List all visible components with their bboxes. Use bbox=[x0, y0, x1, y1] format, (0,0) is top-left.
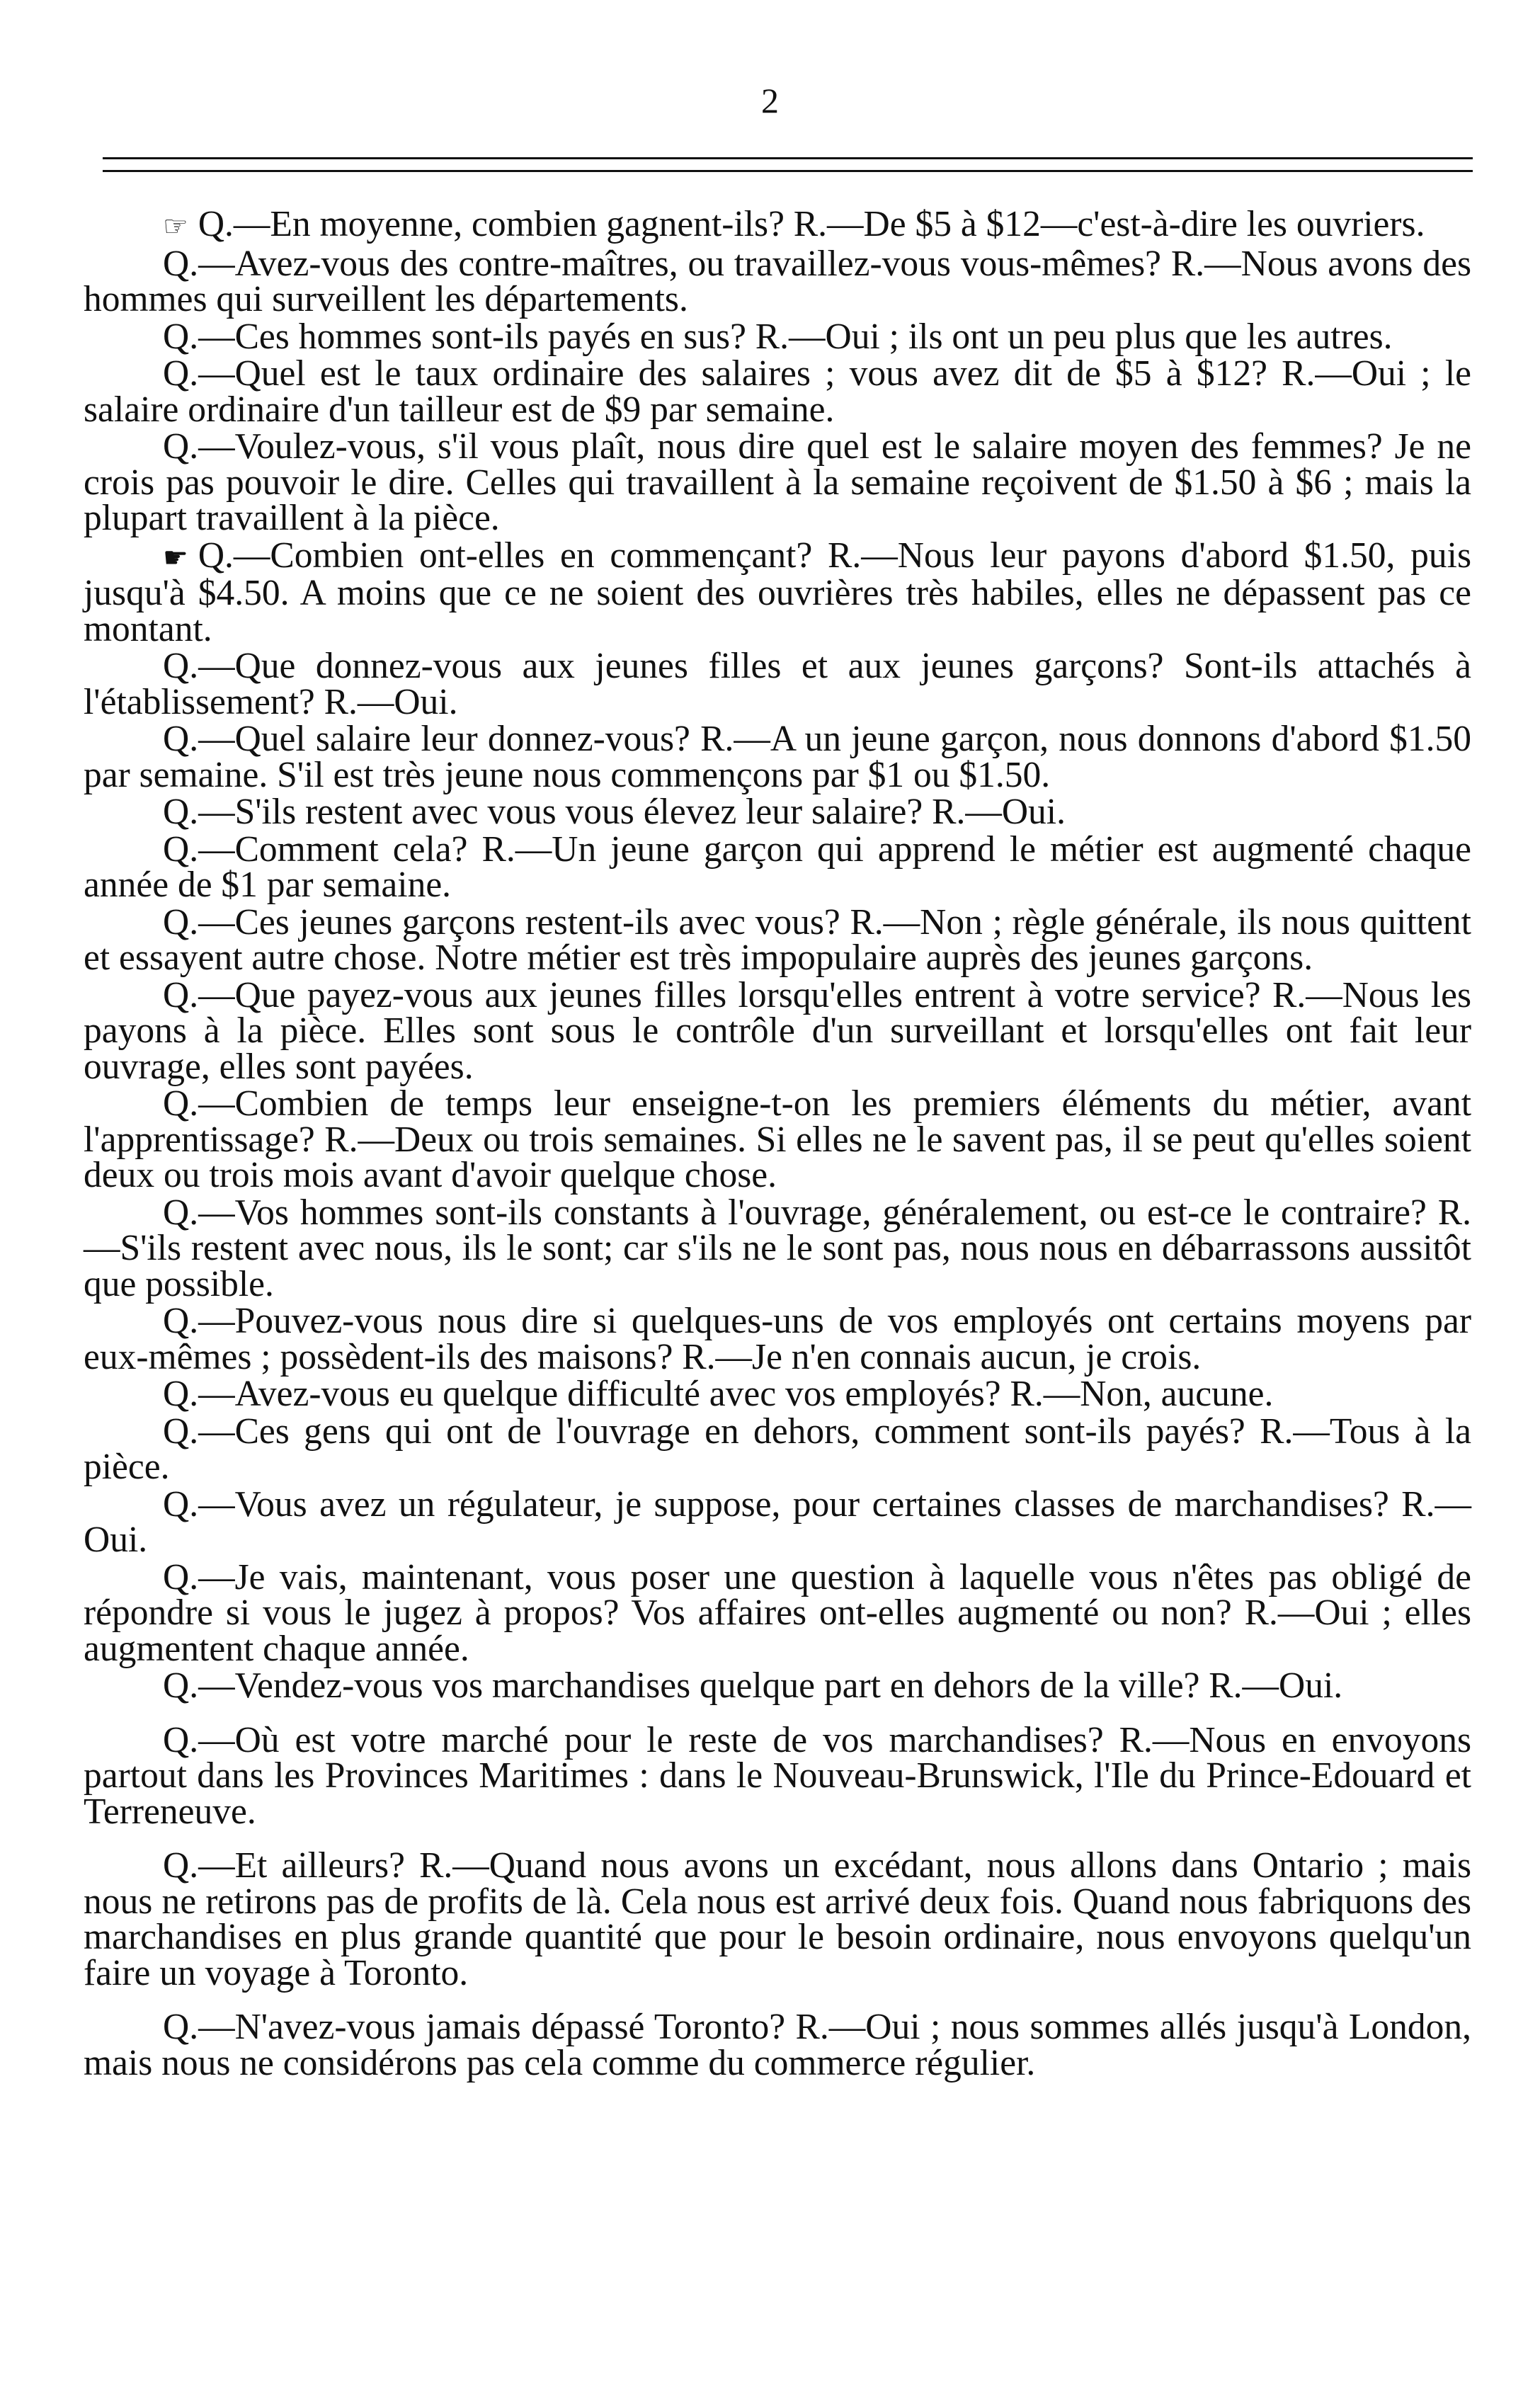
paragraph: Q.—Que donnez-vous aux jeunes filles et aux jeunes garçons? Sont-ils attachés à l'établissement? R.—Oui. bbox=[84, 646, 1471, 722]
paragraph: Q.—Ces gens qui ont de l'ouvrage en dehors, comment sont-ils payés? R.—Tous à la pièce. bbox=[84, 1411, 1471, 1487]
header-rule-bottom bbox=[103, 170, 1473, 172]
paragraph: Q.—Ces hommes sont-ils payés en sus? R.—Oui ; ils ont un peu plus que les autres. bbox=[163, 316, 1393, 357]
paragraph: Q.—S'ils restent avec vous vous élevez leur salaire? R.—Oui. bbox=[163, 792, 1066, 832]
paragraph: Q.—Où est votre marché pour le reste de vos marchandises? R.—Nous en envoyons partout dans les Provinces Maritimes : dans le Nouveau-Brunswick, l'Ile du Prince-Edouard et Terreneuve. bbox=[84, 1719, 1471, 1832]
paragraph: Q.—Quel est le taux ordinaire des salaires ; vous avez dit de $5 à $12? R.—Oui ; le salaire ordinaire d'un tailleur est de $9 par semaine. bbox=[84, 353, 1471, 430]
paragraph: Q.—Combien de temps leur enseigne-t-on les premiers éléments du métier, avant l'apprentissage? R.—Deux ou trois semaines. Si elles ne le savent pas, il se peut qu'elles soient deux ou trois mois avant d'avoir quelque chose. bbox=[84, 1083, 1471, 1195]
paragraph: Q.—Comment cela? R.—Un jeune garçon qui apprend le métier est augmenté chaque année de $1 par semaine. bbox=[84, 828, 1471, 905]
paragraph: Q.—N'avez-vous jamais dépassé Toronto? R.—Oui ; nous sommes allés jusqu'à London, mais nous ne considérons pas cela comme du commerce régulier. bbox=[84, 2007, 1471, 2083]
paragraph: Q.—Avez-vous eu quelque difficulté avec vos employés? R.—Non, aucune. bbox=[163, 1374, 1274, 1414]
paragraph: ☞ Q.—En moyenne, combien gagnent-ils? R.—De $5 à $12—c'est-à-dire les ouvriers. bbox=[163, 204, 1425, 244]
paragraph: Q.—Pouvez-vous nous dire si quelques-uns de vos employés ont certains moyens par eux-mêmes ; possèdent-ils des maisons? R.—Je n'en connais aucun, je crois. bbox=[84, 1301, 1471, 1377]
margin-mark-icon: ☞ bbox=[163, 210, 188, 242]
pointing-hand-icon: ☛ bbox=[163, 541, 188, 574]
paragraph: Q.—Et ailleurs? R.—Quand nous avons un excédant, nous allons dans Ontario ; mais nous ne retirons pas de profits de là. Cela nous est arrivé deux fois. Quand nous fabriquons des marchandises en plus grande quantité que pour le besoin ordinaire, nous envoyons quelqu'un faire un voyage à Toronto. bbox=[84, 1845, 1471, 1993]
paragraph: Q.—Vous avez un régulateur, je suppose, pour certaines classes de marchandises? R.—Oui. bbox=[84, 1483, 1471, 1560]
paragraph: Q.—Je vais, maintenant, vous poser une question à laquelle vous n'êtes pas obligé de répondre si vous le jugez à propos? Vos affaires ont-elles augmenté ou non? R.—Oui ; elles augmentent chaque année. bbox=[84, 1556, 1471, 1669]
paragraph: ☛ Q.—Combien ont-elles en commençant? R.—Nous leur payons d'abord $1.50, puis jusqu'à $4.50. A moins que ce ne soient des ouvrières très habiles, elles ne dépassent pas ce montant. bbox=[84, 535, 1471, 649]
paragraph: Q.—Vendez-vous vos marchandises quelque part en dehors de la ville? R.—Oui. bbox=[163, 1665, 1343, 1706]
body-text bbox=[84, 204, 1471, 2083]
paragraph: Q.—Voulez-vous, s'il vous plaît, nous dire quel est le salaire moyen des femmes? Je ne crois pas pouvoir le dire. Celles qui travaillent à la semaine reçoivent de $1.50 à $6 ; mais la plupart travaillent à la pièce. bbox=[84, 426, 1471, 538]
header-rule-top bbox=[103, 157, 1473, 159]
paragraph: Q.—Quel salaire leur donnez-vous? R.—A un jeune garçon, nous donnons d'abord $1.50 par semaine. S'il est très jeune nous commençons par $1 ou $1.50. bbox=[84, 719, 1471, 795]
page-number: 2 bbox=[761, 81, 779, 120]
paragraph: Q.—Avez-vous des contre-maîtres, ou travaillez-vous vous-mêmes? R.—Nous avons des hommes qui surveillent les départements. bbox=[84, 243, 1471, 319]
paragraph: Q.—Ces jeunes garçons restent-ils avec vous? R.—Non ; règle générale, ils nous quittent et essayent autre chose. Notre métier est très impopulaire auprès des jeunes garçons. bbox=[84, 901, 1471, 978]
paragraph: Q.—Que payez-vous aux jeunes filles lorsqu'elles entrent à votre service? R.—Nous les payons à la pièce. Elles sont sous le contrôle d'un surveillant et lorsqu'elles ont fait leur ouvrage, elles sont payées. bbox=[84, 974, 1471, 1087]
paragraph: Q.—Vos hommes sont-ils constants à l'ouvrage, généralement, ou est-ce le contraire? R.—S'ils restent avec nous, ils le sont; car s'ils ne le sont pas, nous nous en débarrassons aussitôt que possible. bbox=[84, 1192, 1471, 1304]
